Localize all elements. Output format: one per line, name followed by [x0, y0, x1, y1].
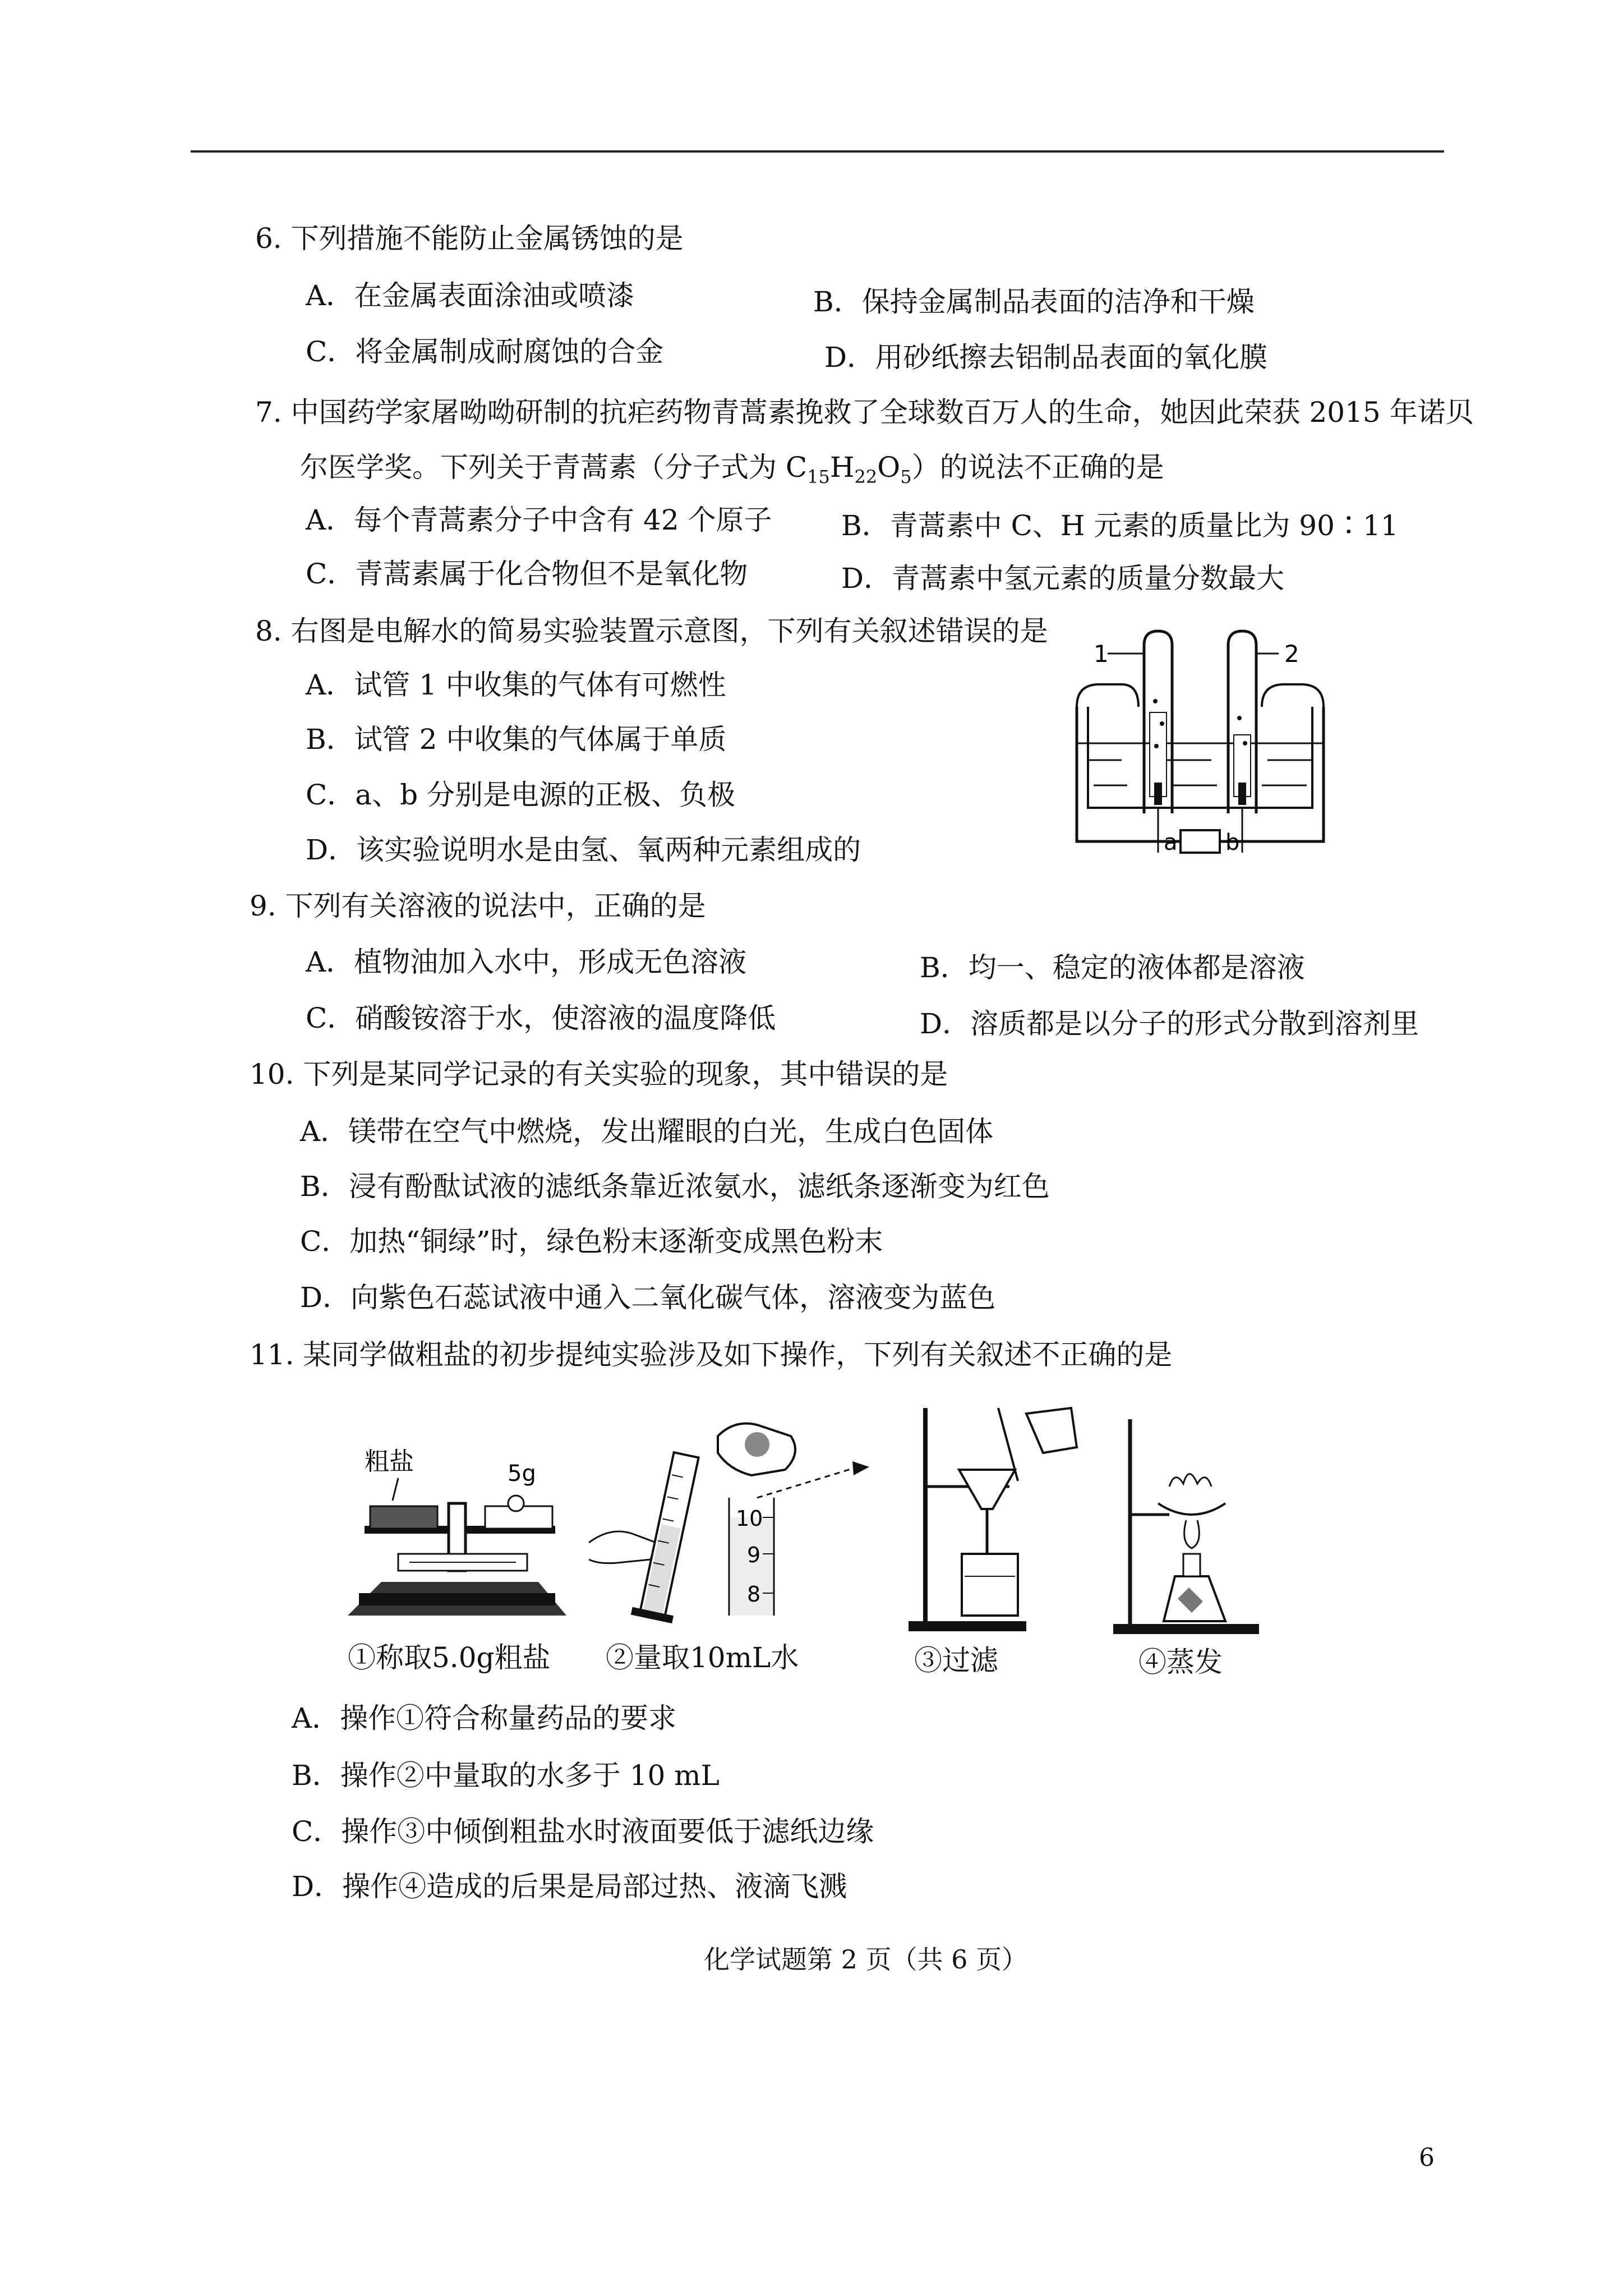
- tube-2-label: 2: [1284, 640, 1299, 668]
- q7-formula: $C_{15}H_{22}O_5$: [785, 451, 912, 487]
- scale-tick-8: 8: [747, 1582, 761, 1607]
- caption-operation-1: ①称取5.0g粗盐: [348, 1641, 551, 1674]
- q9-option-a: A．植物油加入水中，形成无色溶液: [306, 946, 747, 978]
- q7-stem-line2: [300, 453, 1164, 486]
- filtration-figure: [909, 1397, 1088, 1638]
- q8-option-c: C．a、b 分别是电源的正极、负极: [306, 779, 735, 811]
- q10-stem: 10. 下列是某同学记录的有关实验的现象，其中错误的是: [250, 1058, 948, 1091]
- q7-option-a: A．每个青蒿素分子中含有 42 个原子: [306, 504, 772, 536]
- electrolysis-apparatus-figure: [1054, 623, 1368, 858]
- q8-stem: 8. 右图是电解水的简易实验装置示意图，下列有关叙述错误的是: [255, 615, 1048, 647]
- q11-option-d: D．操作④造成的后果是局部过热、液滴飞溅: [292, 1870, 847, 1903]
- power-source: [1181, 830, 1220, 853]
- q6-stem: 6. 下列措施不能防止金属锈蚀的是: [255, 222, 684, 255]
- q7-stem-post: ）的说法不正确的是: [911, 451, 1164, 484]
- electrode-a-label: a: [1164, 830, 1178, 855]
- q9-stem: 9. 下列有关溶液的说法中，正确的是: [250, 890, 706, 922]
- q8-option-b: B．试管 2 中收集的气体属于单质: [306, 723, 727, 756]
- q9-option-c: C．硝酸铵溶于水，使溶液的温度降低: [306, 1002, 776, 1034]
- q6-option-a: A．在金属表面涂油或喷漆: [306, 279, 635, 312]
- q10-option-b: B．浸有酚酞试液的滤纸条靠近浓氨水，滤纸条逐渐变为红色: [300, 1170, 1050, 1203]
- q6-option-b: B．保持金属制品表面的洁净和干燥: [813, 286, 1255, 318]
- electrode-b-label: b: [1225, 830, 1240, 855]
- q7-option-d: D．青蒿素中氢元素的质量分数最大: [841, 562, 1285, 595]
- q8-option-d: D．该实验说明水是由氢、氧两种元素组成的: [306, 834, 861, 866]
- header-rule: [191, 150, 1444, 153]
- q11-option-c: C．操作③中倾倒粗盐水时液面要低于滤纸边缘: [292, 1815, 874, 1848]
- q7-stem-line1: 7. 中国药学家屠呦呦研制的抗疟药物青蒿素挽救了全球数百万人的生命，她因此荣获 2015 年诺贝: [255, 396, 1474, 429]
- q10-option-d: D．向紫色石蕊试液中通入二氧化碳气体，溶液变为蓝色: [300, 1281, 996, 1314]
- page-number: 6: [1419, 2143, 1435, 2172]
- q11-stem: 11. 某同学做粗盐的初步提纯实验涉及如下操作，下列有关叙述不正确的是: [250, 1338, 1173, 1371]
- balance-weighing-figure: [348, 1447, 572, 1638]
- q6-option-d: D．用砂纸擦去铝制品表面的氧化膜: [824, 341, 1268, 374]
- q11-option-a: A．操作①符合称量药品的要求: [292, 1702, 677, 1734]
- scale-tick-9: 9: [747, 1543, 761, 1567]
- q11-option-b: B．操作②中量取的水多于 10 mL: [292, 1759, 720, 1792]
- page-footer: 化学试题第 2 页（共 6 页）: [704, 1944, 1028, 1975]
- salt-label: 粗盐: [365, 1447, 414, 1476]
- q9-option-b: B．均一、稳定的液体都是溶液: [920, 951, 1305, 984]
- graduated-cylinder-figure: [589, 1414, 880, 1638]
- q8-option-a: A．试管 1 中收集的气体有可燃性: [306, 669, 726, 701]
- caption-operation-4: ④蒸发: [1138, 1646, 1223, 1678]
- caption-operation-3: ③过滤: [914, 1644, 998, 1677]
- tube-1-label: 1: [1094, 640, 1109, 668]
- weight-label: 5g: [508, 1461, 536, 1487]
- evaporation-figure: [1113, 1414, 1265, 1638]
- q7-stem-pre: 尔医学奖。下列关于青蒿素（分子式为: [300, 451, 786, 484]
- q7-option-b: B．青蒿素中 C、H 元素的质量比为 90∶11: [841, 509, 1399, 542]
- caption-operation-2: ②量取10mL水: [606, 1641, 799, 1674]
- q10-option-c: C．加热“铜绿”时，绿色粉末逐渐变成黑色粉末: [300, 1225, 883, 1258]
- q7-option-c: C．青蒿素属于化合物但不是氧化物: [306, 558, 748, 590]
- q9-option-d: D．溶质都是以分子的形式分散到溶剂里: [920, 1007, 1419, 1040]
- scale-tick-10: 10: [736, 1506, 763, 1531]
- q10-option-a: A．镁带在空气中燃烧，发出耀眼的白光，生成白色固体: [300, 1115, 994, 1148]
- q6-option-c: C．将金属制成耐腐蚀的合金: [306, 335, 664, 368]
